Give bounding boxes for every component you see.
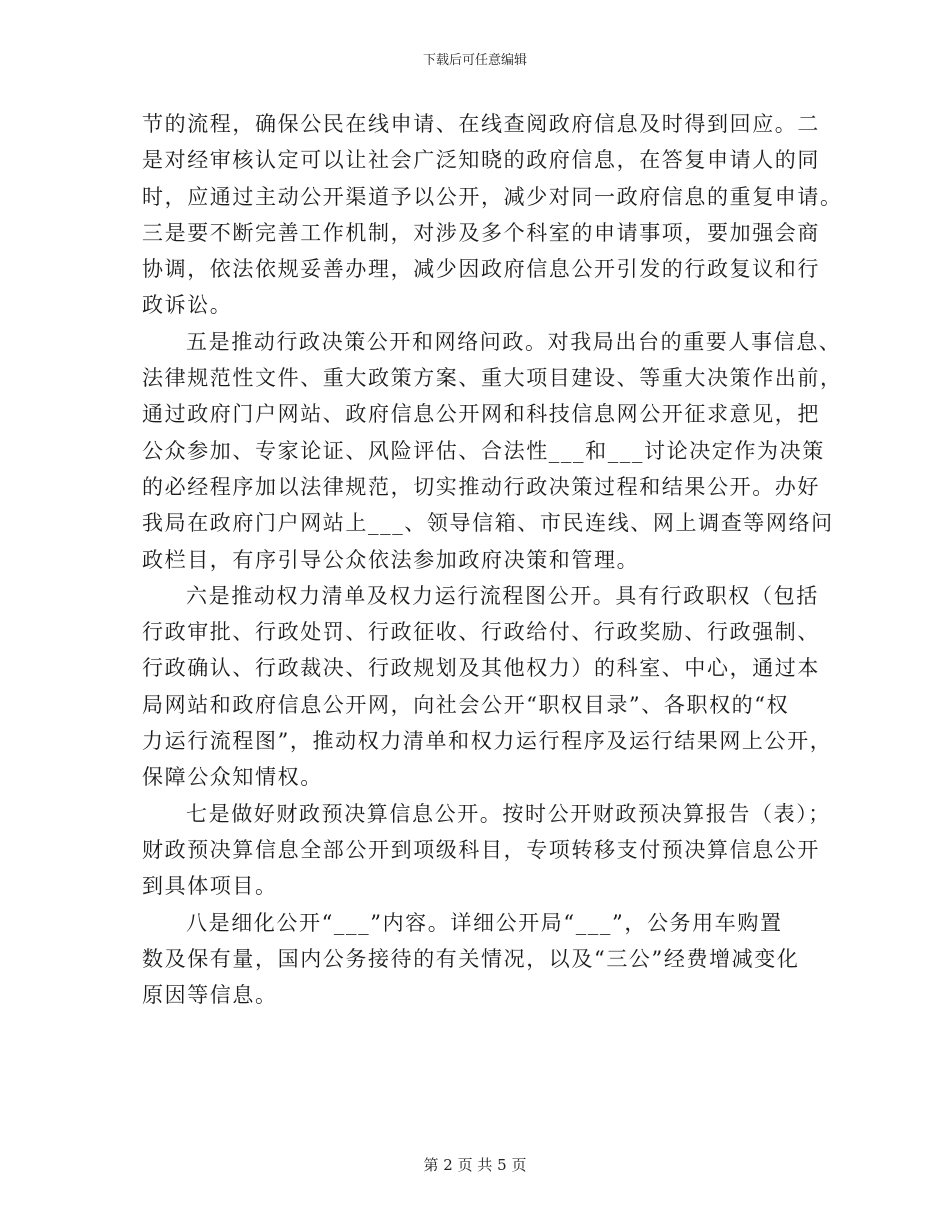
text-line: 力运行流程图”，推动权力清单和权力运行程序及运行结果网上公开， [142, 729, 833, 754]
text-line: 财政预决算信息全部公开到项级科目，专项转移支付预决算信息公开 [142, 837, 820, 862]
paragraph-continuation [142, 106, 843, 324]
text-line: 我局在政府门户网站上___、领导信箱、市民连线、网上调查等网络问 [142, 511, 834, 536]
text-line: 保障公众知情权。 [142, 765, 323, 790]
document-body [142, 106, 843, 1013]
text-line: 时，应通过主动公开渠道予以公开，减少对同一政府信息的重复申请。 [142, 184, 843, 209]
text-line: 七是做好财政预决算信息公开。按时公开财政预决算报告（表）； [186, 801, 831, 826]
text-line: 法律规范性文件、重大政策方案、重大项目建设、等重大决策作出前， [142, 366, 843, 391]
text-line: 局网站和政府信息公开网，向社会公开“职权目录”、各职权的“权 [142, 692, 790, 717]
text-line: 到具体项目。 [142, 874, 278, 899]
text-line: 五是推动行政决策公开和网络问政。对我局出台的重要人事信息、 [186, 329, 842, 354]
text-line: 的必经程序加以法律规范，切实推动行政决策过程和结果公开。办好 [142, 474, 820, 499]
text-line: 数及保有量，国内公务接待的有关情况，以及“三公”经费增减变化 [142, 946, 800, 971]
paragraph-seven [142, 796, 831, 905]
paragraph-six [142, 578, 833, 796]
text-line: 公众参加、专家论证、风险评估、合法性___和___讨论决定作为决策 [142, 438, 825, 463]
text-line: 三是要不断完善工作机制，对涉及多个科室的申请事项，要加强会商 [142, 220, 820, 245]
text-line: 行政审批、行政处罚、行政征收、行政给付、行政奖励、行政强制、 [142, 620, 820, 645]
text-line: 政诉讼。 [142, 293, 233, 318]
page-number: 第 2 页 共 5 页 [423, 1156, 527, 1174]
text-line: 协调，依法依规妥善办理，减少因政府信息公开引发的行政复议和行 [142, 257, 820, 282]
text-line: 八是细化公开“___”内容。详细公开局“___”，公务用车购置 [186, 910, 783, 935]
page-header: 下载后可任意编辑 [422, 53, 527, 68]
text-line: 原因等信息。 [142, 983, 278, 1008]
paragraph-five [142, 324, 843, 578]
text-line: 六是推动权力清单及权力运行流程图公开。具有行政职权（包括 [186, 583, 819, 608]
paragraph-eight [142, 905, 810, 1014]
text-line: 节的流程，确保公民在线申请、在线查阅政府信息及时得到回应。二 [142, 112, 820, 136]
text-line: 是对经审核认定可以让社会广泛知晓的政府信息，在答复申请人的同 [142, 148, 820, 173]
text-line: 政栏目，有序引导公众依法参加政府决策和管理。 [142, 547, 640, 572]
text-line: 通过政府门户网站、政府信息公开网和科技信息网公开征求意见，把 [142, 402, 820, 427]
text-line: 行政确认、行政裁决、行政规划及其他权力）的科室、中心，通过本 [142, 656, 820, 681]
